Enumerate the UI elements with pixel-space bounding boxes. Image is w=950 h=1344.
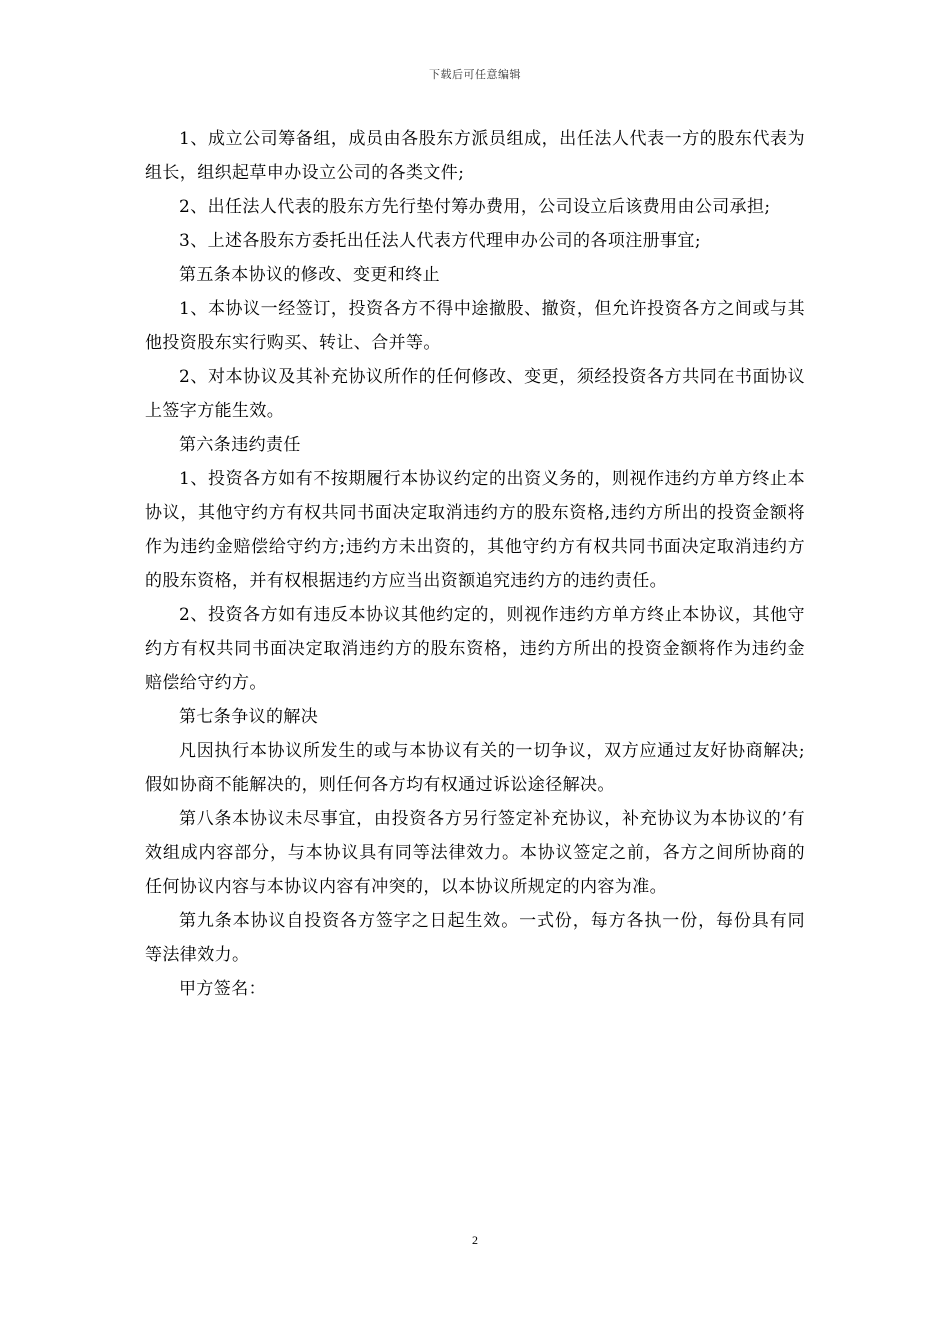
paragraph-clause-5-item-1: 1、本协议一经签订，投资各方不得中途撤股、撤资，但允许投资各方之间或与其他投资股东实行购买、转让、合并等。 [145,299,805,353]
paragraph-clause-6-item-2: 2、投资各方如有违反本协议其他约定的，则视作违约方单方终止本协议，其他守约方有权共同书面决定取消违约方的股东资格，违约方所出的投资金额将作为违约金赔偿给守约方。 [145,605,805,693]
paragraph-clause-4-item-2: 2、出任法人代表的股东方先行垫付筹办费用，公司设立后该费用由公司承担; [179,197,771,217]
paragraph-clause-4-item-1: 1、成立公司筹备组，成员由各股东方派员组成，出任法人代表一方的股东代表为组长，组织起草申办设立公司的各类文件; [145,129,805,183]
paragraph-clause-7: 凡因执行本协议所发生的或与本协议有关的一切争议，双方应通过友好协商解决;假如协商不能解决的，则任何各方均有权通过诉讼途径解决。 [145,741,805,795]
paragraph-clause-5-item-2: 2、对本协议及其补充协议所作的任何修改、变更，须经投资各方共同在书面协议上签字方能生效。 [145,367,805,421]
heading-clause-5: 第五条本协议的修改、变更和终止 [179,265,440,285]
page-header: 下载后可任意编辑 [429,68,521,81]
page-number: 2 [472,1233,478,1247]
paragraph-clause-4-item-3: 3、上述各股东方委托出任法人代表方代理申办公司的各项注册事宜; [179,231,701,251]
heading-clause-6: 第六条违约责任 [179,435,301,455]
document-body [145,122,805,1006]
paragraph-clause-8: 第八条本协议未尽事宜，由投资各方另行签定补充协议，补充协议为本协议的’有效组成内容部分，与本协议具有同等法律效力。本协议签定之前，各方之间所协商的任何协议内容与本协议内容有冲突的，以本协议所规定的内容为准。 [145,809,805,897]
paragraph-clause-6-item-1: 1、投资各方如有不按期履行本协议约定的出资义务的，则视作违约方单方终止本协议，其他守约方有权共同书面决定取消违约方的股东资格,违约方所出的投资金额将作为违约金赔偿给守约方;违约方未出资的，其他守约方有权共同书面决定取消违约方的股东资格，并有权根据违约方应当出资额追究违约方的违约责任。 [145,469,805,591]
heading-clause-7: 第七条争议的解决 [179,707,319,727]
paragraph-clause-9: 第九条本协议自投资各方签字之日起生效。一式份，每方各执一份，每份具有同等法律效力。 [145,911,805,965]
signature-party-a: 甲方签名： [179,979,266,999]
